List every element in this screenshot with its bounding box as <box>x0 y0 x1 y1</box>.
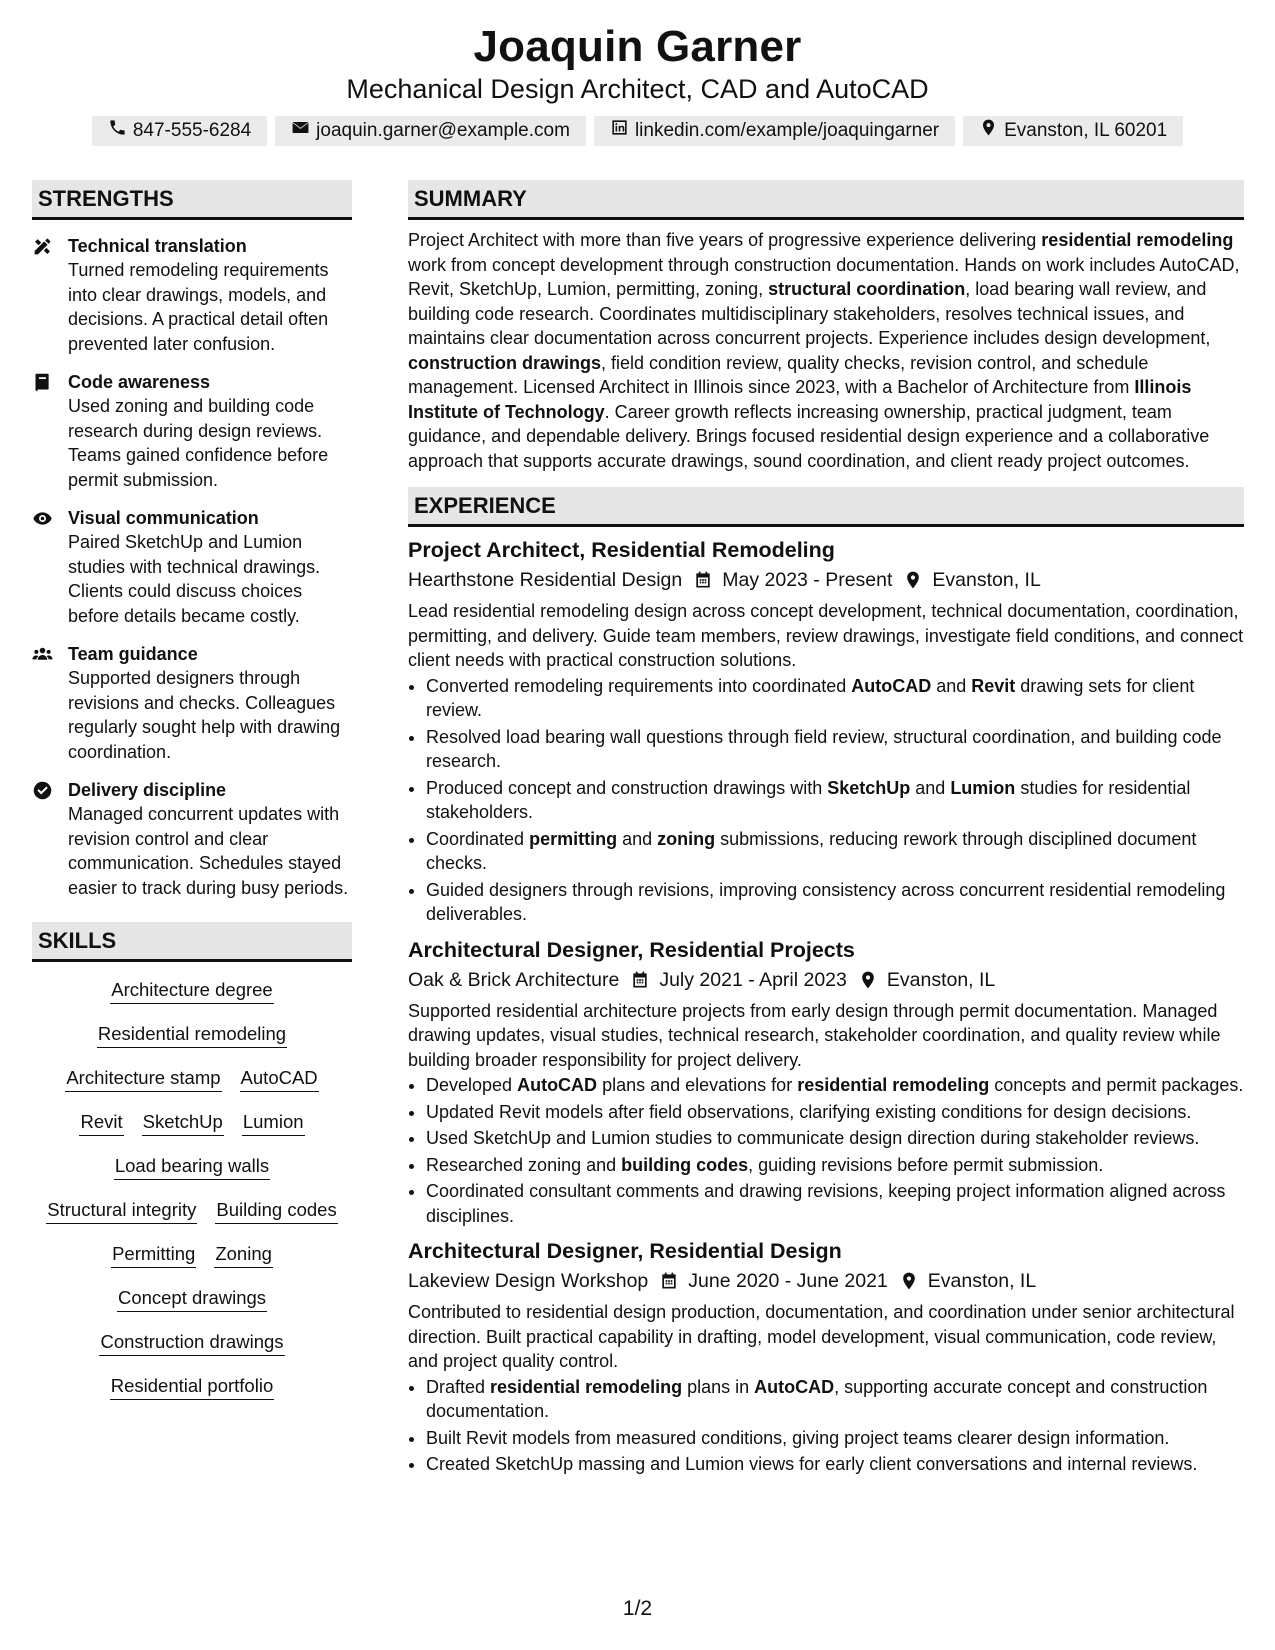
contact-bar <box>0 116 1275 146</box>
calendar-icon <box>693 570 713 590</box>
skill-tag: Zoning <box>214 1242 273 1268</box>
job-location: Evanston, IL <box>932 569 1041 591</box>
strength-item <box>32 778 352 900</box>
skill-row <box>32 1198 352 1224</box>
map-pin-icon <box>899 1271 919 1291</box>
summary-text: Project Architect with more than five years of progressive experience delivering residential remodeling work from concept development through construction documentation. Hands on work includes AutoCAD, Revit, SketchUp, Lumion, permitting, zoning, structural coordination, load bearing wall review, and building code research. Coordinates multidisciplinary stakeholders, resolves technical issues, and maintains clear documentation across concurrent projects. Experience includes design development, construction drawings, field condition review, quality checks, revision control, and schedule management. Licensed Architect in Illinois since 2023, with a Bachelor of Architecture from Illinois Institute of Technology. Career growth reflects increasing ownership, practical judgment, team guidance, and dependable delivery. Brings focused residential design experience and a collaborative approach that supports accurate drawings, sound coordination, and client ready project outcomes. <box>408 230 1240 471</box>
contact-linkedin-text: linkedin.com/example/joaquingarner <box>634 120 940 141</box>
skill-row <box>32 1330 352 1356</box>
skill-tag: Construction drawings <box>99 1330 284 1356</box>
job-meta <box>408 565 1244 595</box>
skill-tag: Building codes <box>215 1198 337 1224</box>
job-bullets <box>408 674 1244 927</box>
strength-text: Managed concurrent updates with revision control and clear communication. Schedules stayed easier to track during busy periods. <box>68 804 349 898</box>
experience-heading: EXPERIENCE <box>408 487 1244 527</box>
contact-email-text: joaquin.garner@example.com <box>316 120 570 141</box>
skill-row <box>32 1286 352 1312</box>
strength-title: Delivery discipline <box>68 780 227 800</box>
skill-tag: Load bearing walls <box>114 1154 270 1180</box>
skill-tag: Revit <box>79 1110 123 1136</box>
page-number: 1/2 <box>622 1597 653 1620</box>
job-bullet: • Drafted residential remodeling plans in AutoCAD, supporting accurate concept and construction documentation. <box>426 1375 1244 1424</box>
skill-tag: Lumion <box>242 1110 305 1136</box>
phone-icon <box>108 118 127 144</box>
strength-text: Supported designers through revisions and checks. Colleagues regularly sought help with drawing coordination. <box>68 668 341 762</box>
skill-tag: Structural integrity <box>46 1198 197 1224</box>
job-title: Project Architect, Residential Remodeling <box>408 538 835 562</box>
map-pin-icon <box>858 970 878 990</box>
job-title: Architectural Designer, Residential Projects <box>408 937 855 962</box>
job-company: Oak & Brick Architecture <box>408 968 620 991</box>
skill-tag: Concept drawings <box>117 1286 267 1312</box>
strength-title: Team guidance <box>68 644 198 664</box>
contact-phone <box>92 116 267 146</box>
left-column <box>32 180 352 1418</box>
skill-tag: AutoCAD <box>240 1066 319 1092</box>
job-description: Lead residential remodeling design across concept development, technical documentation, coordination, permitting, and delivery. Guide team members, review drawings, investigate field conditions, and connect client needs with practical construction solutions. <box>408 601 1244 670</box>
skill-row <box>32 1066 352 1092</box>
skill-tag: Architecture stamp <box>65 1066 221 1092</box>
users-icon <box>32 642 68 764</box>
skills-list <box>32 978 352 1400</box>
strength-item <box>32 234 352 356</box>
strength-item <box>32 642 352 764</box>
map-pin-icon <box>979 118 998 144</box>
contact-email[interactable] <box>275 116 586 146</box>
job-dates: May 2023 - Present <box>722 569 893 591</box>
job-company: Hearthstone Residential Design <box>408 569 683 591</box>
job-bullet: • Developed AutoCAD plans and elevations for residential remodeling concepts and permit packages. <box>426 1073 1244 1098</box>
strength-text: Paired SketchUp and Lumion studies with technical drawings. Clients could discuss choices before details became costly. <box>68 532 321 626</box>
strength-title: Code awareness <box>68 372 211 392</box>
skill-tag: Architecture degree <box>110 978 273 1004</box>
experience-list <box>408 535 1244 1477</box>
job-bullet: • Produced concept and construction drawings with SketchUp and Lumion studies for residential stakeholders. <box>426 776 1244 825</box>
strengths-heading: STRENGTHS <box>32 180 352 220</box>
skill-tag: SketchUp <box>142 1110 224 1136</box>
job-bullets <box>408 1073 1244 1228</box>
job-bullet: • Coordinated permitting and zoning submissions, reducing rework through disciplined document checks. <box>426 827 1244 876</box>
calendar-icon <box>630 970 650 990</box>
summary-heading: SUMMARY <box>408 180 1244 220</box>
strength-item <box>32 370 352 492</box>
skill-row <box>32 978 352 1004</box>
skill-tag: Residential portfolio <box>110 1374 274 1400</box>
contact-location-text: Evanston, IL 60201 <box>1004 120 1168 141</box>
skills-heading: SKILLS <box>32 922 352 962</box>
candidate-role: Mechanical Design Architect, CAD and AutoCAD <box>346 74 929 104</box>
calendar-icon <box>659 1271 679 1291</box>
strength-title: Technical translation <box>68 236 247 256</box>
job-dates: July 2021 - April 2023 <box>659 968 847 991</box>
skill-tag: Permitting <box>111 1242 196 1268</box>
strengths-list <box>32 234 352 900</box>
skill-row <box>32 1374 352 1400</box>
job-bullet: • Used SketchUp and Lumion studies to communicate design direction during stakeholder reviews. <box>426 1126 1244 1151</box>
contact-location <box>963 116 1183 146</box>
job-description: Supported residential architecture projects from early design through permit documentation. Managed drawing updates, visual studies, technical research, stakeholder coordination, and quality review while building broader responsibility for project delivery. <box>408 1000 1221 1070</box>
check-circle-icon <box>32 778 68 900</box>
strength-item <box>32 506 352 628</box>
job-entry <box>408 535 1244 927</box>
job-bullet: • Researched zoning and building codes, guiding revisions before permit submission. <box>426 1153 1244 1178</box>
strength-title: Visual communication <box>68 508 259 528</box>
book-icon <box>32 370 68 492</box>
resume-header <box>0 0 1275 146</box>
skill-row <box>32 1154 352 1180</box>
candidate-name: Joaquin Garner <box>473 22 802 71</box>
job-company: Lakeview Design Workshop <box>408 1270 649 1292</box>
job-bullet: • Converted remodeling requirements into coordinated AutoCAD and Revit drawing sets for client review. <box>426 674 1244 723</box>
envelope-icon <box>291 118 310 144</box>
job-bullet: • Built Revit models from measured conditions, giving project teams clearer design information. <box>426 1426 1244 1451</box>
map-pin-icon <box>903 570 923 590</box>
pencil-ruler-icon <box>32 234 68 356</box>
job-bullet: • Resolved load bearing wall questions through field review, structural coordination, and building code research. <box>426 725 1244 774</box>
eye-icon <box>32 506 68 628</box>
job-bullet: • Updated Revit models after field observations, clarifying existing conditions for design decisions. <box>426 1100 1244 1125</box>
skill-row <box>32 1022 352 1048</box>
job-description: Contributed to residential design production, documentation, and coordination under senior architectural direction. Built practical capability in drafting, model development, visual communication, code review, and project quality control. <box>408 1302 1235 1371</box>
job-meta <box>408 965 1244 995</box>
job-bullets <box>408 1375 1244 1477</box>
skill-row <box>32 1110 352 1136</box>
strength-text: Turned remodeling requirements into clear drawings, models, and decisions. A practical detail often prevented later confusion. <box>68 260 329 354</box>
job-location: Evanston, IL <box>886 968 996 991</box>
right-column <box>408 180 1244 1479</box>
linkedin-icon <box>610 118 629 144</box>
skill-tag: Residential remodeling <box>97 1022 287 1048</box>
job-entry <box>408 935 1244 1229</box>
job-meta <box>408 1266 1244 1296</box>
contact-phone-text: 847-555-6284 <box>132 120 252 141</box>
skill-row <box>32 1242 352 1268</box>
job-entry <box>408 1236 1244 1477</box>
job-title: Architectural Designer, Residential Design <box>408 1239 842 1263</box>
job-location: Evanston, IL <box>927 1270 1037 1292</box>
job-dates: June 2020 - June 2021 <box>688 1270 888 1292</box>
job-bullet: • Created SketchUp massing and Lumion views for early client conversations and internal reviews. <box>426 1452 1244 1477</box>
job-bullet: • Guided designers through revisions, improving consistency across concurrent residential remodeling deliverables. <box>426 878 1244 927</box>
strength-text: Used zoning and building code research during design reviews. Teams gained confidence before permit submission. <box>68 396 329 490</box>
job-bullet: • Coordinated consultant comments and drawing revisions, keeping project information aligned across disciplines. <box>426 1179 1244 1228</box>
contact-linkedin[interactable] <box>594 116 955 146</box>
